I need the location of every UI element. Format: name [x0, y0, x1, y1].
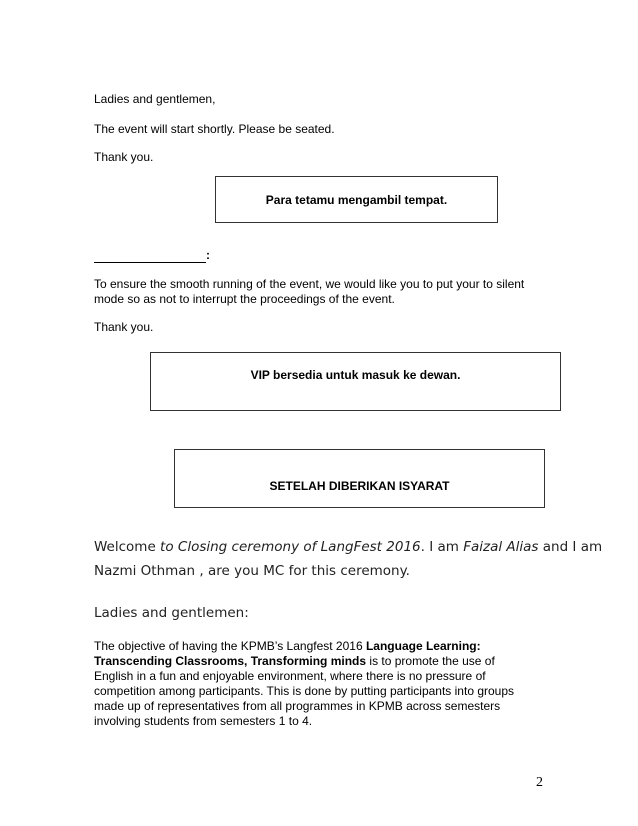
thank-you-text: Thank you. [94, 150, 154, 164]
objective-line-6: involving students from semesters 1 to 4. [94, 714, 313, 728]
objective-l2a: Transcending Classrooms, Transforming minds [94, 654, 367, 668]
announcement-text: The event will start shortly. Please be seated. [94, 122, 335, 136]
notice-line-1: To ensure the smooth running of the event, we would like you to put your to silent [94, 277, 525, 291]
objective-line-5: made up of representatives from all programmes in KPMB across semesters [94, 699, 501, 713]
instruction-box-vip-text: VIP bersedia untuk masuk ke dewan. [250, 367, 461, 382]
page-number: 2 [536, 775, 543, 790]
blank-colon: : [206, 248, 210, 262]
welcome-line-1 [94, 538, 602, 556]
thank-you-text-2: Thank you. [94, 320, 154, 334]
instruction-box-guests-text: Para tetamu mengambil tempat. [265, 192, 448, 207]
welcome-w5: and I am [538, 539, 603, 555]
blank-line [94, 248, 210, 263]
welcome-line-2: Nazmi Othman , are you MC for this ceremony. [94, 563, 410, 579]
welcome-w3: . I am [420, 539, 464, 555]
welcome-event-name: to Closing ceremony of LangFest 2016 [160, 539, 421, 555]
welcome-w1: Welcome [94, 539, 161, 555]
notice-line-2: mode so as not to interrupt the proceedings of the event. [94, 292, 395, 306]
objective-l2b: is to promote the use of [366, 654, 495, 668]
welcome-mc-name: Faizal Alias [463, 539, 539, 555]
instruction-box-vip [150, 352, 561, 411]
objective-l1a: The objective of having the KPMB’s Langfest 2016 [94, 639, 366, 653]
ladies-gentlemen-2: Ladies and gentlemen: [94, 605, 249, 621]
instruction-box-signal [174, 449, 545, 508]
blank-underline [94, 250, 206, 263]
greeting-text: Ladies and gentlemen, [94, 92, 216, 106]
objective-l1b: Language Learning: [365, 639, 481, 653]
objective-line-4: competition among participants. This is done by putting participants into groups [94, 684, 515, 698]
objective-line-3: English in a fun and enjoyable environment, where there is no pressure of [94, 669, 486, 683]
instruction-box-guests [215, 176, 498, 223]
objective-line-1 [94, 639, 481, 654]
objective-line-2 [94, 654, 495, 669]
instruction-box-signal-text: SETELAH DIBERIKAN ISYARAT [269, 478, 450, 493]
